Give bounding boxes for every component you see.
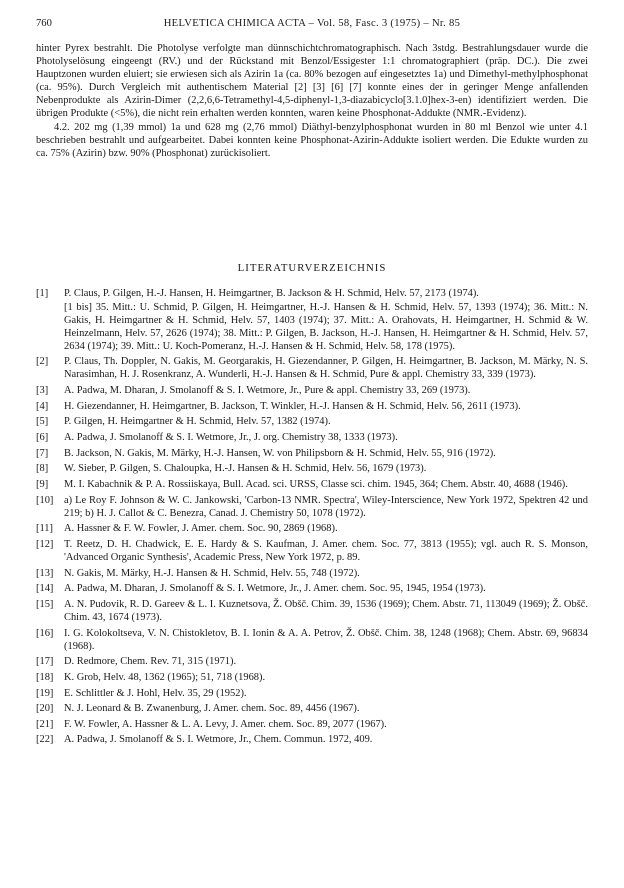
reference-item: [36, 462, 588, 475]
reference-number: [21]: [36, 718, 54, 730]
reference-item: [36, 384, 588, 397]
reference-item: [36, 400, 588, 413]
references-heading: LITERATURVERZEICHNIS: [237, 262, 387, 274]
reference-number: [8]: [36, 463, 49, 475]
reference-text: E. Schlittler & J. Hohl, Helv. 35, 29 (1952).: [64, 687, 247, 699]
reference-item: [36, 702, 588, 715]
reference-item: [36, 447, 588, 460]
reference-number: [16]: [36, 627, 54, 639]
running-head: HELVETICA CHIMICA ACTA – Vol. 58, Fasc. 3 (1975) – Nr. 85: [163, 18, 461, 29]
reference-item: [36, 538, 588, 564]
reference-text: K. Grob, Helv. 48, 1362 (1965); 51, 718 (1968).: [64, 671, 266, 683]
page-number: 760: [36, 18, 52, 29]
reference-number: [10]: [36, 494, 54, 506]
reference-item: [36, 431, 588, 444]
reference-text: a) Le Roy F. Johnson & W. C. Jankowski, 'Carbon-13 NMR. Spectra', Wiley-Interscience, New York 1972, Spektren 42 und 219; b) H. J. Callot & C. Benezra, Canad. J. Chemistry 50, 1078 (1972).: [64, 494, 588, 519]
paragraph-photolysis: hinter Pyrex bestrahlt. Die Photolyse verfolgte man dünnschichtchromatographisch. Nach 3stdg. Bestrahlungsdauer wurde die Photolyselösung eingeengt (RV.) und der Rückstand mit Benzol/Essigester 1:1 chromatographiert (präp. DC.). Die zwei Hauptzonen wurden eluiert; sie erwiesen sich als Azirin 1a (ca. 80% bezogen auf eingesetztes 1a) und Dimethyl-methylphosphonat (ca. 95%). Durch Vergleich mit authentischem Material [2] [3] [6] [7] konnte eines der in geringer Menge anfallenden Nebenprodukte als Azirin-Dimer (2,2,6,6-Tetramethyl-4,5-diphenyl-1,3-diazabicyclo[3.1.0]hex-3-en) identifiziert werden. Die übrigen Produkte (<5%), die nicht rein erhalten werden konnten, waren keine Phosphonat-Addukte (NMR.-Evidenz).: [36, 43, 588, 120]
reference-item: [36, 733, 588, 746]
reference-text: M. I. Kabachnik & P. A. Rossiiskaya, Bull. Acad. sci. URSS, Classe sci. chim. 1945, 364; Chem. Abstr. 40, 4688 (1946).: [64, 478, 568, 490]
reference-item: [36, 494, 588, 520]
reference-text: N. Gakis, M. Märky, H.-J. Hansen & H. Schmid, Helv. 55, 748 (1972).: [64, 567, 360, 579]
reference-number: [5]: [36, 416, 49, 428]
reference-number: [11]: [36, 523, 54, 535]
reference-text: F. W. Fowler, A. Hassner & L. A. Levy, J. Amer. chem. Soc. 89, 2077 (1967).: [64, 718, 387, 730]
reference-text: A. Hassner & F. W. Fowler, J. Amer. chem. Soc. 90, 2869 (1968).: [64, 523, 338, 535]
reference-number: [14]: [36, 583, 54, 595]
reference-text: P. Gilgen, H. Heimgartner & H. Schmid, Helv. 57, 1382 (1974).: [64, 416, 331, 428]
paragraph-4-2: 4.2. 202 mg (1,39 mmol) 1a und 628 mg (2,76 mmol) Diäthyl-benzylphosphonat wurden in 80 ml Benzol wie unter 4.1 beschrieben bestrahlt und aufgearbeitet. Dabei konnten keine Phosphonat-Azirin-Addukte isoliert werden. Die Edukte wurden zu ca. 75% (Azirin) bzw. 90% (Phosphonat) zurückisoliert.: [36, 121, 588, 159]
reference-text: N. J. Leonard & B. Zwanenburg, J. Amer. chem. Soc. 89, 4456 (1967).: [64, 703, 360, 715]
reference-number: [7]: [36, 447, 49, 459]
reference-number: [19]: [36, 687, 54, 699]
reference-number: [1]: [36, 288, 49, 299]
reference-number: [9]: [36, 478, 49, 490]
reference-number: [3]: [36, 385, 49, 397]
reference-list: [36, 287, 588, 749]
reference-number: [15]: [36, 598, 54, 610]
reference-text: T. Reetz, D. H. Chadwick, E. E. Hardy & S. Kaufman, J. Amer. chem. Soc. 77, 3813 (1955); vgl. auch R. S. Monson, 'Advanced Organic Synthesis', Academic Press, New York 1972, p. 89.: [64, 538, 588, 563]
reference-number: [2]: [36, 356, 49, 368]
reference-item: [36, 567, 588, 580]
reference-text: W. Sieber, P. Gilgen, S. Chaloupka, H.-J. Hansen & H. Schmid, Helv. 56, 1679 (1973).: [64, 463, 427, 475]
reference-number: [18]: [36, 671, 54, 683]
reference-text: [1 bis] 35. Mitt.: U. Schmid, P. Gilgen, H. Heimgartner, H.-J. Hansen & H. Schmid, Helv. 57, 1393 (1974); 36. Mitt.: N. Gakis, H. Heimgartner & H. Schmid, Helv. 57, 1403 (1974); 37. Mitt.: A. Orahovats, H. Heimgartner, H. Schmid & W. Heinzelmann, Helv. 57, 2626 (1974); 38. Mitt.: P. Gilgen, B. Jackson, H.-J. Hansen, H. Heimgartner & H. Schmid, Helv. 57, 2634 (1974); 39. Mitt.: U. Koch-Pomeranz, H.-J. Hansen & H. Schmid, Helv. 58, 178 (1975).: [64, 301, 588, 352]
reference-text: P. Claus, P. Gilgen, H.-J. Hansen, H. Heimgartner, B. Jackson & H. Schmid, Helv. 57, 2173 (1974).: [64, 288, 479, 299]
reference-item: [36, 598, 588, 624]
reference-number: [22]: [36, 734, 54, 746]
reference-item: [36, 287, 588, 300]
reference-text: A. Padwa, M. Dharan, J. Smolanoff & S. I. Wetmore, Jr., J. Amer. chem. Soc. 95, 1945, 1954 (1973).: [64, 583, 486, 595]
reference-text: P. Claus, Th. Doppler, N. Gakis, M. Georgarakis, H. Giezendanner, P. Gilgen, H. Heimgartner, B. Jackson, M. Märky, N. S. Narasimhan, H. J. Rosenkranz, A. Wunderli, H.-J. Hansen & H. Schmid, Pure & appl. Chemistry 33, 339 (1973).: [64, 356, 588, 381]
reference-number: [12]: [36, 538, 54, 550]
reference-text: I. G. Kolokoltseva, V. N. Chistokletov, B. I. Ionin & A. A. Petrov, Ž. Obšč. Chim. 38, 1248 (1968); Chem. Abstr. 69, 96834 (1968).: [64, 627, 588, 652]
page-header: [36, 18, 588, 34]
reference-text: A. N. Pudovik, R. D. Gareev & L. I. Kuznetsova, Ž. Obšč. Chim. 39, 1536 (1969); Chem. Abstr. 71, 113049 (1969); Ž. Obšč. Chim. 43, 1674 (1973).: [64, 598, 588, 623]
reference-item: [36, 582, 588, 595]
reference-text: A. Padwa, J. Smolanoff & S. I. Wetmore, Jr., J. org. Chemistry 38, 1333 (1973).: [64, 432, 398, 444]
reference-number: [20]: [36, 703, 54, 715]
body-text: [36, 42, 588, 160]
reference-text: A. Padwa, M. Dharan, J. Smolanoff & S. I. Wetmore, Jr., Pure & appl. Chemistry 33, 269 (1973).: [64, 385, 471, 397]
reference-text: B. Jackson, N. Gakis, M. Märky, H.-J. Hansen, W. von Philipsborn & H. Schmid, Helv. 55, 916 (1972).: [64, 447, 496, 459]
reference-text: H. Giezendanner, H. Heimgartner, B. Jackson, T. Winkler, H.-J. Hansen & H. Schmid, Helv. 56, 2611 (1973).: [64, 400, 521, 412]
reference-item: [36, 627, 588, 653]
reference-number: [4]: [36, 400, 49, 412]
reference-item: [36, 718, 588, 731]
reference-item: [36, 478, 588, 491]
reference-item: [36, 687, 588, 700]
reference-item: [36, 415, 588, 428]
reference-text: D. Redmore, Chem. Rev. 71, 315 (1971).: [64, 656, 237, 668]
reference-item: [36, 301, 588, 353]
reference-item: [36, 355, 588, 381]
reference-text: A. Padwa, J. Smolanoff & S. I. Wetmore, Jr., Chem. Commun. 1972, 409.: [64, 734, 373, 746]
reference-item: [36, 655, 588, 668]
reference-item: [36, 671, 588, 684]
reference-number: [17]: [36, 656, 54, 668]
reference-number: [13]: [36, 567, 54, 579]
reference-number: [36, 301, 64, 353]
reference-item: [36, 522, 588, 535]
reference-number: [6]: [36, 432, 49, 444]
